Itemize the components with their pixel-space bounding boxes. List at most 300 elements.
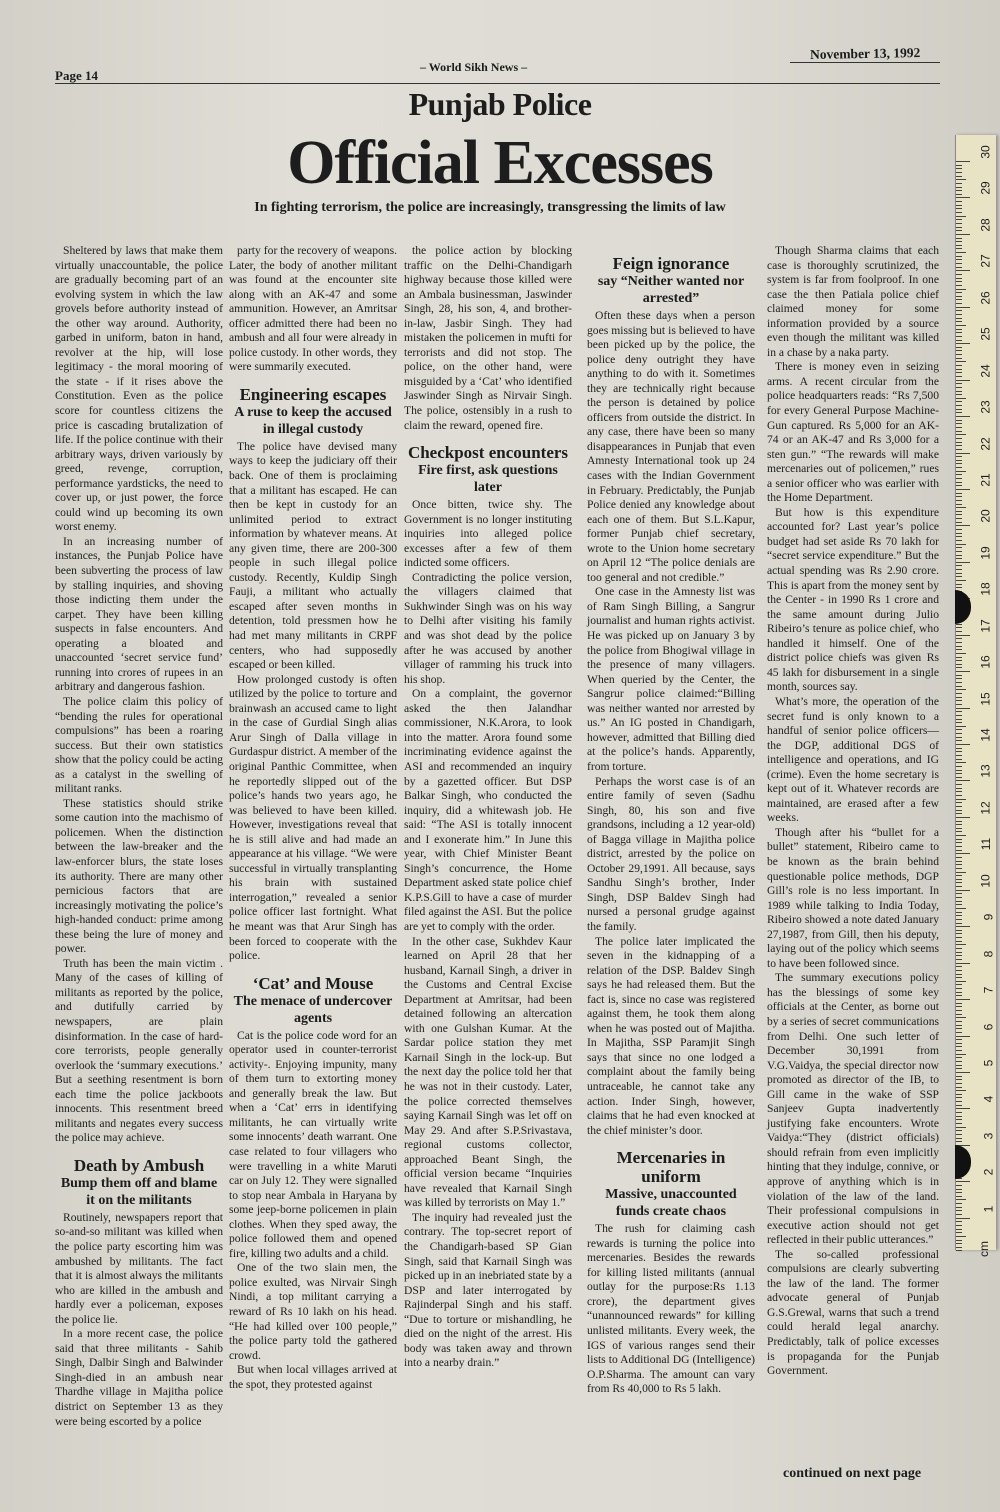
ruler-number: 23 xyxy=(978,400,993,414)
ruler-tick xyxy=(956,678,962,679)
ruler-tick xyxy=(956,1181,970,1182)
section-subheading: say “Neither wanted nor arrested” xyxy=(597,274,745,306)
ruler-number: 7 xyxy=(981,986,996,994)
ruler-tick xyxy=(956,267,962,268)
ruler-tick xyxy=(956,1203,962,1204)
article-paragraph: Truth has been the main victim . Many of the cases of killing of militants as reported by the police, and dutifully carried by newspapers, are plain disinformation. In the case of hard-core terrorists, people generally overlook the ‘summary executions.’ But a seething resentment is born each time the police jackboots innocents. This resentment breed militants and negates every success the police may achieve. xyxy=(55,956,223,1145)
ruler-tick xyxy=(956,238,962,239)
article-paragraph: One case in the Amnesty list was of Ram Singh Billing, a Sangrur journalist and human rights activist. He was picked up on January 3 by the police from Bhogiwal village in the presence of many villagers. When queried by the Center, the Sangrur police claimed:“Billing was neither wanted nor arrested by us.” An IG posted in Chandigarh, however, admitted that Billing died at the police’s hands. Apparently, from torture. xyxy=(587,585,755,773)
ruler-tick xyxy=(956,719,962,720)
article-column-5 xyxy=(767,244,939,1379)
ruler-tick xyxy=(956,875,962,876)
ruler-tick xyxy=(956,1214,962,1215)
article-paragraph: The so-called professional compulsions are clearly subverting the law of the land. The former advocate general of Punjab G.S.Grewal, warns that such a trend could herald legal anarchy. Predictably, talk of police excesses is propaganda for the Punjab Government. xyxy=(767,1247,939,1378)
ruler-tick xyxy=(956,562,970,563)
ruler-tick xyxy=(956,241,962,242)
ruler-tick xyxy=(956,715,962,716)
ruler-tick xyxy=(956,423,962,424)
ruler-tick xyxy=(956,1090,966,1091)
article-paragraph: Often these days when a person goes missing but is believed to have been picked up by the police, the police deny outright they have anything to do with it. Sometimes they are technically right because the person is detained by police officers from outside the district. In any case, there have been so many disappearances in Punjab that even Amnesty International took up 24 cases with the Indian Government in February. Predictably, the Punjab Police denied any knowledge about each one of them. But S.L.Kapur, former Punjab chief secretary, wrote to the Union home secretary on April 12 “The police denials are too general and not credible.” xyxy=(587,309,755,584)
ruler-tick xyxy=(956,667,962,668)
article-column-1 xyxy=(55,244,223,1429)
ruler-tick xyxy=(956,1229,962,1230)
ruler-tick xyxy=(956,584,962,585)
ruler-tick xyxy=(956,853,970,854)
ruler-number: 11 xyxy=(978,838,993,851)
ruler-tick xyxy=(956,770,962,771)
ruler-tick xyxy=(956,1014,962,1015)
ruler-tick xyxy=(956,704,962,705)
ruler-tick xyxy=(956,1108,970,1109)
ruler-number: 10 xyxy=(978,874,993,888)
ruler-tick xyxy=(956,788,962,789)
ruler-tick xyxy=(956,485,962,486)
article-paragraph: But how is this expenditure accounted for? Last year’s police budget had set aside Rs 70 lakh for “secret service expenditure.” But the actual spending was Rs 2.90 crore. This is apart from the money sent by the Center - in 1990 Rs 1 crore and the same amount during Julio Ribeiro’s tenure as police chief, who handled it himself. One of the district police chiefs was given Rs 45 lakh for disbursement in a single month, sources say. xyxy=(767,505,939,694)
ruler-tick xyxy=(956,1221,962,1222)
ruler-tick xyxy=(956,1134,962,1135)
ruler-tick xyxy=(956,252,966,253)
ruler-tick xyxy=(956,318,962,319)
ruler-tick xyxy=(956,1076,962,1077)
ruler-tick xyxy=(956,529,962,530)
ruler-tick xyxy=(956,868,962,869)
ruler-tick xyxy=(956,726,966,727)
ruler-tick xyxy=(956,391,962,392)
ruler-number: 29 xyxy=(978,181,993,196)
ruler-tick xyxy=(956,343,970,344)
ruler-tick xyxy=(956,784,962,785)
headline-kicker: Punjab Police xyxy=(408,86,592,122)
ruler-tick xyxy=(956,500,962,501)
ruler-tick xyxy=(956,1130,962,1131)
ruler-tick xyxy=(956,1207,962,1208)
ruler-tick xyxy=(956,405,962,406)
ruler-tick xyxy=(956,1138,962,1139)
ruler-tick xyxy=(956,540,962,541)
article-paragraph: The police claim this policy of “bending the rules for operational compulsions” has been a roaring success. But their own statistics show that the policy could be acting as a catalyst in the swelling of militant ranks. xyxy=(55,694,223,796)
ruler-tick xyxy=(956,1017,966,1018)
ruler-tick xyxy=(956,919,962,920)
ruler-tick xyxy=(956,923,962,924)
ruler-tick xyxy=(956,817,970,818)
ruler-tick xyxy=(956,1141,962,1142)
ruler-number: 28 xyxy=(978,218,993,232)
ruler-tick xyxy=(956,988,962,989)
ruler-tick xyxy=(956,449,962,450)
issue-date: November 13, 1992 xyxy=(809,45,921,62)
ruler-tick xyxy=(956,299,962,300)
ruler-tick xyxy=(956,361,966,362)
ruler-tick xyxy=(956,995,962,996)
ruler-tick xyxy=(956,453,970,454)
ruler-number: 3 xyxy=(981,1132,996,1140)
ruler-tick xyxy=(956,970,962,971)
ruler-tick xyxy=(956,762,966,763)
ruler-tick xyxy=(956,791,962,792)
ruler-number: 15 xyxy=(978,691,993,706)
ruler-number: 6 xyxy=(981,1023,996,1030)
ruler-tick xyxy=(956,1054,966,1055)
ruler-tick xyxy=(956,292,962,293)
ruler-tick xyxy=(956,671,970,672)
ruler-tick xyxy=(956,259,962,260)
ruler-tick xyxy=(956,926,970,927)
section-heading: Feign ignorance xyxy=(612,254,730,273)
ruler-tick xyxy=(956,347,962,348)
ruler-tick xyxy=(956,1072,970,1073)
header-rule xyxy=(55,83,940,84)
ruler-tick xyxy=(956,1225,962,1226)
ruler-tick xyxy=(956,1218,970,1219)
ruler-tick xyxy=(956,296,962,297)
ruler-tick xyxy=(956,1192,962,1193)
ruler-tick xyxy=(956,657,962,658)
ruler-tick xyxy=(956,1079,962,1080)
ruler-unit: cm xyxy=(977,1241,991,1258)
ruler-tick xyxy=(956,482,962,483)
ruler-tick xyxy=(956,959,962,960)
section-subheading: The menace of undercover agents xyxy=(233,993,393,1026)
ruler-number: 4 xyxy=(981,1096,996,1103)
ruler-tick xyxy=(956,580,966,581)
ruler-tick xyxy=(956,1199,966,1200)
ruler-tick xyxy=(956,544,966,545)
ruler-tick xyxy=(956,493,962,494)
article-paragraph: Though after his “bullet for a bullet” statement, Ribeiro came to be known as the brain behind questionable police methods, DGP Gill’s role is no less important. In 1989 while talking to India Today, Ribeiro showed a note dated January 27,1987, from Gill, then his deputy, laying out of the policy which seems to have been followed since. xyxy=(767,825,939,970)
ruler-number: 22 xyxy=(978,436,993,451)
ruler-tick xyxy=(956,1101,962,1102)
ruler-tick xyxy=(956,708,970,709)
ruler-number: 9 xyxy=(981,913,996,921)
ruler-tick xyxy=(956,821,962,822)
ruler-tick xyxy=(956,1050,962,1051)
ruler-tick xyxy=(956,172,962,173)
ruler-tick xyxy=(956,941,962,942)
ruler-tick xyxy=(956,438,962,439)
ruler-number: 18 xyxy=(978,582,993,596)
ruler-tick xyxy=(956,857,962,858)
ruler-tick xyxy=(956,682,962,683)
article-paragraph: In an increasing number of instances, the Punjab Police have been subverting the process of law by stalling inquiries, and shoving those indicting them under the carpet. They have been killing suspects in false encounters. And operating a bloated and unaccounted ‘secret service fund’ running into crores of rupees in an arbitrary and dangerous fashion. xyxy=(55,534,223,694)
ruler-tick xyxy=(956,201,962,202)
ruler-tick xyxy=(956,1196,962,1197)
ruler-tick xyxy=(956,1232,962,1233)
ruler-tick xyxy=(956,416,970,417)
article-paragraph: In the other case, Sukhdev Kaur learned on April 28 that her husband, Karnail Singh, a driver in the Customs and Central Excise Department at Amritsar, had been detained following an altercation with one Gulshan Kumar. At the Sardar police station they met Karnail Singh in the lock-up. But the next day the police told her that he was not in their custody. Later, the police corrected themselves saying Karnail Singh was let off on May 29. And after S.P.Srivastava, regional customs collector, approached Beant Singh, the official version became “Inquiries have revealed that Karnail Singh was killed by terrorists on May 1.” xyxy=(404,934,572,1210)
ruler-tick xyxy=(956,627,962,628)
headline-deck: In fighting terrorism, the police are increasingly, transgressing the limits of law xyxy=(254,200,726,215)
article-paragraph: the police action by blocking traffic on the Delhi-Chandigarh highway because those killed were an Ambala businessman, Jaswinder Singh, 28, his son, 4, and brother-in-law, Jasbir Singh. They had mistaken the policemen in mufti for terrorists and did not stop. The police, on the other hand, were misguided by a ‘Cat’ who identified Jaswinder Singh as Nirvair Singh. The police, ostensibly in a rush to claim the reward, opened fire. xyxy=(404,244,572,432)
ruler-tick xyxy=(956,1046,962,1047)
ruler-tick xyxy=(956,879,962,880)
ruler-tick xyxy=(956,904,962,905)
ruler-tick xyxy=(956,974,962,975)
ruler-tick xyxy=(956,1068,962,1069)
ruler-tick xyxy=(956,930,962,931)
ruler-tick xyxy=(956,642,962,643)
ruler-tick xyxy=(956,842,962,843)
ruler-tick xyxy=(956,1247,962,1248)
ruler-tick xyxy=(956,369,962,370)
ruler-tick xyxy=(956,1250,962,1251)
ruler-tick xyxy=(956,992,962,993)
ruler-tick xyxy=(956,893,962,894)
ruler-tick xyxy=(956,409,962,410)
ruler-tick xyxy=(956,1032,962,1033)
ruler-tick xyxy=(956,631,962,632)
ruler-number: 1 xyxy=(981,1205,996,1213)
article-paragraph: Sheltered by laws that make them virtually unaccountable, the police are gradually becoming part of an evolving system in which the law grovels before authority instead of the other way around. Authority, garbed in uniform, baton in hand, revolver at the hip, will lose legitimacy - the moral mooring of the state - if it rises above the Constitution. Even as the police score for countless citizens the price is cascading brutalization of life. If the police continue with their arbitrary ways, driven variously by greed, revenge, corruption, performance yardsticks, the need to cover up, or just power, the force could wind up becoming its own worst enemy. xyxy=(55,244,223,534)
measuring-ruler xyxy=(955,135,996,1258)
ruler-tick xyxy=(956,474,962,475)
ruler-tick xyxy=(956,336,962,337)
article-paragraph: But when local villages arrived at the spot, they protested against xyxy=(229,1363,397,1391)
ruler-number: 25 xyxy=(978,327,993,341)
ruler-tick xyxy=(956,912,962,913)
ruler-tick xyxy=(956,401,962,402)
ruler-tick xyxy=(956,1094,962,1095)
ruler-tick xyxy=(956,1003,962,1004)
article-paragraph: party for the recovery of weapons. Later, the body of another militant was found at the encounter site along with an AK-47 and some ammunition. However, an Amritsar officer admitted there had been no ambush and all four were already in police custody. In other words, they were summarily executed. xyxy=(229,244,397,374)
ruler-tick xyxy=(956,984,962,985)
ruler-tick xyxy=(956,755,962,756)
ruler-tick xyxy=(956,372,962,373)
ruler-tick xyxy=(956,955,962,956)
ruler-tick xyxy=(956,456,962,457)
ruler-tick xyxy=(956,511,962,512)
ruler-number: 30 xyxy=(978,145,993,159)
ruler-tick xyxy=(956,161,970,162)
ruler-tick xyxy=(956,478,962,479)
ruler-tick xyxy=(956,427,962,428)
section-subheading: Massive, unaccounted funds create chaos xyxy=(605,1187,737,1220)
ruler-tick xyxy=(956,431,962,432)
ruler-tick xyxy=(956,773,962,774)
article-paragraph: Once bitten, twice shy. The Government is no longer instituting inquiries into alleged police excesses after a few of them indicted some officers. xyxy=(404,498,572,570)
ruler-tick xyxy=(956,1006,962,1007)
ruler-tick xyxy=(956,1236,966,1237)
ruler-tick xyxy=(956,966,962,967)
ruler-tick xyxy=(956,635,970,636)
ruler-tick xyxy=(956,689,966,690)
ruler-tick xyxy=(956,1021,962,1022)
ruler-tick xyxy=(956,740,962,741)
ruler-tick xyxy=(956,649,962,650)
ruler-number: 19 xyxy=(978,546,993,560)
ruler-tick xyxy=(956,442,962,443)
ruler-tick xyxy=(956,248,962,249)
article-paragraph: The police have devised many ways to keep the judiciary off their back. One of them is proclaiming that a militant has escaped. He can then be kept in custody for an unlimited period to extract information by whatever means. At any given time, there are 200-300 people in such illegal police custody. Recently, Kuldip Singh Fauji, a militant who actually escaped after seven months in detention, told pressmen how he had met many militants in CRPF centers, who had supposedly escaped or been killed. xyxy=(229,439,397,672)
ruler-tick xyxy=(956,387,962,388)
ruler-tick xyxy=(956,496,962,497)
ruler-tick xyxy=(956,205,962,206)
ruler-tick xyxy=(956,1112,962,1113)
ruler-tick xyxy=(956,576,962,577)
ruler-tick xyxy=(956,376,962,377)
ruler-tick xyxy=(956,1061,962,1062)
article-paragraph: Perhaps the worst case is of an entire family of seven (Sadhu Singh, 80, his son and five grandsons, including a 12 year-old) of Bagga village in Majitha police district, arrested by the police on October 29,1991. All because, says Sandhu Singh’s brother, Inder Singh, DSP Baldev Singh had nursed a personal grudge against the family. xyxy=(587,774,755,933)
ruler-number: 17 xyxy=(978,619,993,633)
ruler-tick xyxy=(956,314,962,315)
ruler-tick xyxy=(956,890,970,891)
ruler-tick xyxy=(956,653,966,654)
ruler-tick xyxy=(956,197,970,198)
ruler-tick xyxy=(956,697,962,698)
ruler-tick xyxy=(956,398,966,399)
ruler-tick xyxy=(956,358,962,359)
ruler-tick xyxy=(956,963,970,964)
article-paragraph: These statistics should strike some caution into the machismo of policemen. When the distinction between the law-breaker and the law-enforcer blurs, the state loses its authority. There are many other pernicious factors that are increasingly motivating the police’s high-handed conduct: prime among these being the lure of money and power. xyxy=(55,796,223,956)
publication-name: – World Sikh News – xyxy=(420,60,528,74)
ruler-tick xyxy=(956,839,962,840)
ruler-tick xyxy=(956,802,962,803)
ruler-tick xyxy=(956,1210,962,1211)
section-subheading: A ruse to keep the accused in illegal custody xyxy=(234,404,392,437)
article-paragraph: Cat is the police code word for an operator used in counter-terrorist activity-. Enjoying impunity, many of them turn to extorting money and generally break the law. But when a ‘Cat’ errs in identifying militants, he can virtually write some innocents’ death warrant. One case related to four villagers who were travelling in a white Maruti car on July 12. They were signalled to stop near Ambala in Haryana by some jeep-borne policemen in plain clothes. When they sped away, the police followed them and opened fire, killing two adults and a child. xyxy=(229,1028,397,1260)
article-column-3 xyxy=(404,244,572,1371)
ruler-tick xyxy=(956,722,962,723)
ruler-tick xyxy=(956,558,962,559)
ruler-tick xyxy=(956,1065,962,1066)
ruler-tick xyxy=(956,394,962,395)
ruler-tick xyxy=(956,711,962,712)
ruler-tick xyxy=(956,340,962,341)
ruler-tick xyxy=(956,751,962,752)
ruler-tick xyxy=(956,434,966,435)
ruler-tick xyxy=(956,278,962,279)
section-heading: Death by Ambush xyxy=(73,1155,205,1175)
continued-note: continued on next page xyxy=(783,1466,922,1481)
ruler-tick xyxy=(956,729,962,730)
ruler-tick xyxy=(956,274,962,275)
ruler-tick xyxy=(956,412,962,413)
section-heading: Engineering escapes xyxy=(239,384,387,404)
article-paragraph: Contradicting the police version, the villagers claimed that Sukhwinder Singh was on his way to Delhi after visiting his family and was shot dead by the police after he was accused by another villager of ramming his truck into his shop. xyxy=(404,570,572,686)
ruler-tick xyxy=(956,234,970,235)
ruler-tick xyxy=(956,1028,962,1029)
ruler-tick xyxy=(956,504,962,505)
ruler-tick xyxy=(956,831,962,832)
ruler-tick xyxy=(956,810,962,811)
ruler-tick xyxy=(956,507,966,508)
ruler-tick xyxy=(956,1185,962,1186)
ruler-tick xyxy=(956,864,962,865)
ruler-number: 27 xyxy=(978,254,993,268)
ruler-tick xyxy=(956,901,962,902)
ruler-tick xyxy=(956,944,966,945)
ruler-tick xyxy=(956,303,962,304)
ruler-tick xyxy=(956,329,962,330)
ruler-tick xyxy=(956,646,962,647)
ruler-tick xyxy=(956,999,970,1000)
ruler-tick xyxy=(956,285,962,286)
ruler-number: 8 xyxy=(981,950,996,957)
ruler-tick xyxy=(956,525,970,526)
ruler-tick xyxy=(956,183,962,184)
ruler-tick xyxy=(956,380,970,381)
ruler-tick xyxy=(956,307,970,308)
ruler-tick xyxy=(956,744,970,745)
article-paragraph: The rush for claiming cash rewards is turning the police into mercenaries. Besides the rewards for killing listed militants (annual outlay for the purpose:Rs 1.13 crore), the department gives “unannounced rewards” for killing unlisted militants. Every week, the IGS of various ranges send their lists to Additional DG (Intelligence) O.P.Sharma. The amount can vary from Rs 40,000 to Rs 5 lakh. xyxy=(587,1222,755,1396)
ruler-number: 5 xyxy=(981,1059,996,1067)
ruler-tick xyxy=(956,518,962,519)
page-number: Page 14 xyxy=(55,68,98,83)
ruler-tick xyxy=(956,190,962,191)
ruler-number: 14 xyxy=(978,728,993,742)
ruler-tick xyxy=(956,686,962,687)
article-column-2 xyxy=(229,244,397,1392)
ruler-tick xyxy=(956,463,962,464)
ruler-tick xyxy=(956,223,962,224)
section-subheading: Bump them off and blame it on the militants xyxy=(60,1175,218,1208)
ruler-tick xyxy=(956,245,962,246)
ruler-tick xyxy=(956,1097,962,1098)
ruler-tick xyxy=(956,759,962,760)
ruler-tick xyxy=(956,168,962,169)
ruler-tick xyxy=(956,824,962,825)
ruler-tick xyxy=(956,850,962,851)
ruler-tick xyxy=(956,256,962,257)
ruler-tick xyxy=(956,777,962,778)
ruler-tick xyxy=(956,332,962,333)
ruler-tick xyxy=(956,471,966,472)
ruler-tick xyxy=(956,354,962,355)
ruler-tick xyxy=(956,886,962,887)
ruler-tick xyxy=(956,212,962,213)
ruler-number: 2 xyxy=(981,1168,996,1176)
ruler-tick xyxy=(956,460,962,461)
ruler-tick xyxy=(956,216,966,217)
ruler-tick xyxy=(956,587,962,588)
ruler-tick xyxy=(956,1119,962,1120)
ruler-tick xyxy=(956,664,962,665)
ruler-tick xyxy=(956,445,962,446)
ruler-tick xyxy=(956,555,962,556)
ruler-tick xyxy=(956,270,970,271)
section-heading: Checkpost encounters xyxy=(407,443,569,463)
ruler-tick xyxy=(956,1243,962,1244)
ruler-number: 16 xyxy=(978,655,993,669)
article-paragraph: There is money even in seizing arms. A recent circular from the police headquarters reads: “Rs 7,500 for every General Purpose Machine-Gun captured. Rs 5,000 for an AK-74 or an AK-47 and Rs 3,000 for a sten gun.” “The rewards will make mercenaries out of policemen,” rues a senior officer who was earlier with the Home Department. xyxy=(767,360,939,505)
ruler-tick xyxy=(956,1127,966,1128)
article-paragraph: Routinely, newspapers report that so-and-so militant was killed when the police party escorting him was ambushed by militants. The fact that it is almost always the militants who are killed in the ambush and hardly ever a policeman, exposes the police lie. xyxy=(55,1210,223,1326)
ruler-tick xyxy=(956,179,966,180)
article-paragraph: One of the two slain men, the police exulted, was Nirvair Singh Nindi, a top militant carrying a reward of Rs 10 lakh on his head. “He had killed over 100 people,” the police party told the gathered crowd. xyxy=(229,1261,397,1362)
ruler-tick xyxy=(956,795,962,796)
ruler-tick xyxy=(956,325,966,326)
ruler-tick xyxy=(956,1010,962,1011)
ruler-tick xyxy=(956,565,962,566)
ruler-tick xyxy=(956,1039,962,1040)
ruler-tick xyxy=(956,1116,962,1117)
article-paragraph: The police later implicated the seven in the kidnapping of a relation of the DSP. Baldev Singh says he had released them. But the fact is, since no case was registered against them, he took them along when he was posted out of Majitha. In Majitha, SSP Paramjit Singh says that since no one lodged a complaint about the family being untraceable, he cannot take any action. Inder Singh, however, claims that he had even knocked at the chief minister’s door. xyxy=(587,934,755,1137)
ruler-tick xyxy=(956,573,962,574)
ruler-tick xyxy=(956,908,966,909)
ruler-tick xyxy=(956,350,962,351)
ruler-number: 12 xyxy=(978,801,993,815)
ruler-tick xyxy=(956,310,962,311)
ruler-tick xyxy=(956,660,962,661)
ruler-tick xyxy=(956,1240,962,1241)
ruler-tick xyxy=(956,693,962,694)
ruler-number: 24 xyxy=(978,363,993,378)
ruler-tick xyxy=(956,547,962,548)
ruler-number: 26 xyxy=(978,291,993,305)
ruler-tick xyxy=(956,536,962,537)
ruler-tick xyxy=(956,1043,962,1044)
article-paragraph: In a more recent case, the police said that three militants - Sahib Singh, Dalbir Singh and Balwinder Singh-died in an ambush near Thardhe village in Majitha police district on September 13 as they were being escorted by a police xyxy=(55,1327,223,1428)
ruler-tick xyxy=(956,365,962,366)
